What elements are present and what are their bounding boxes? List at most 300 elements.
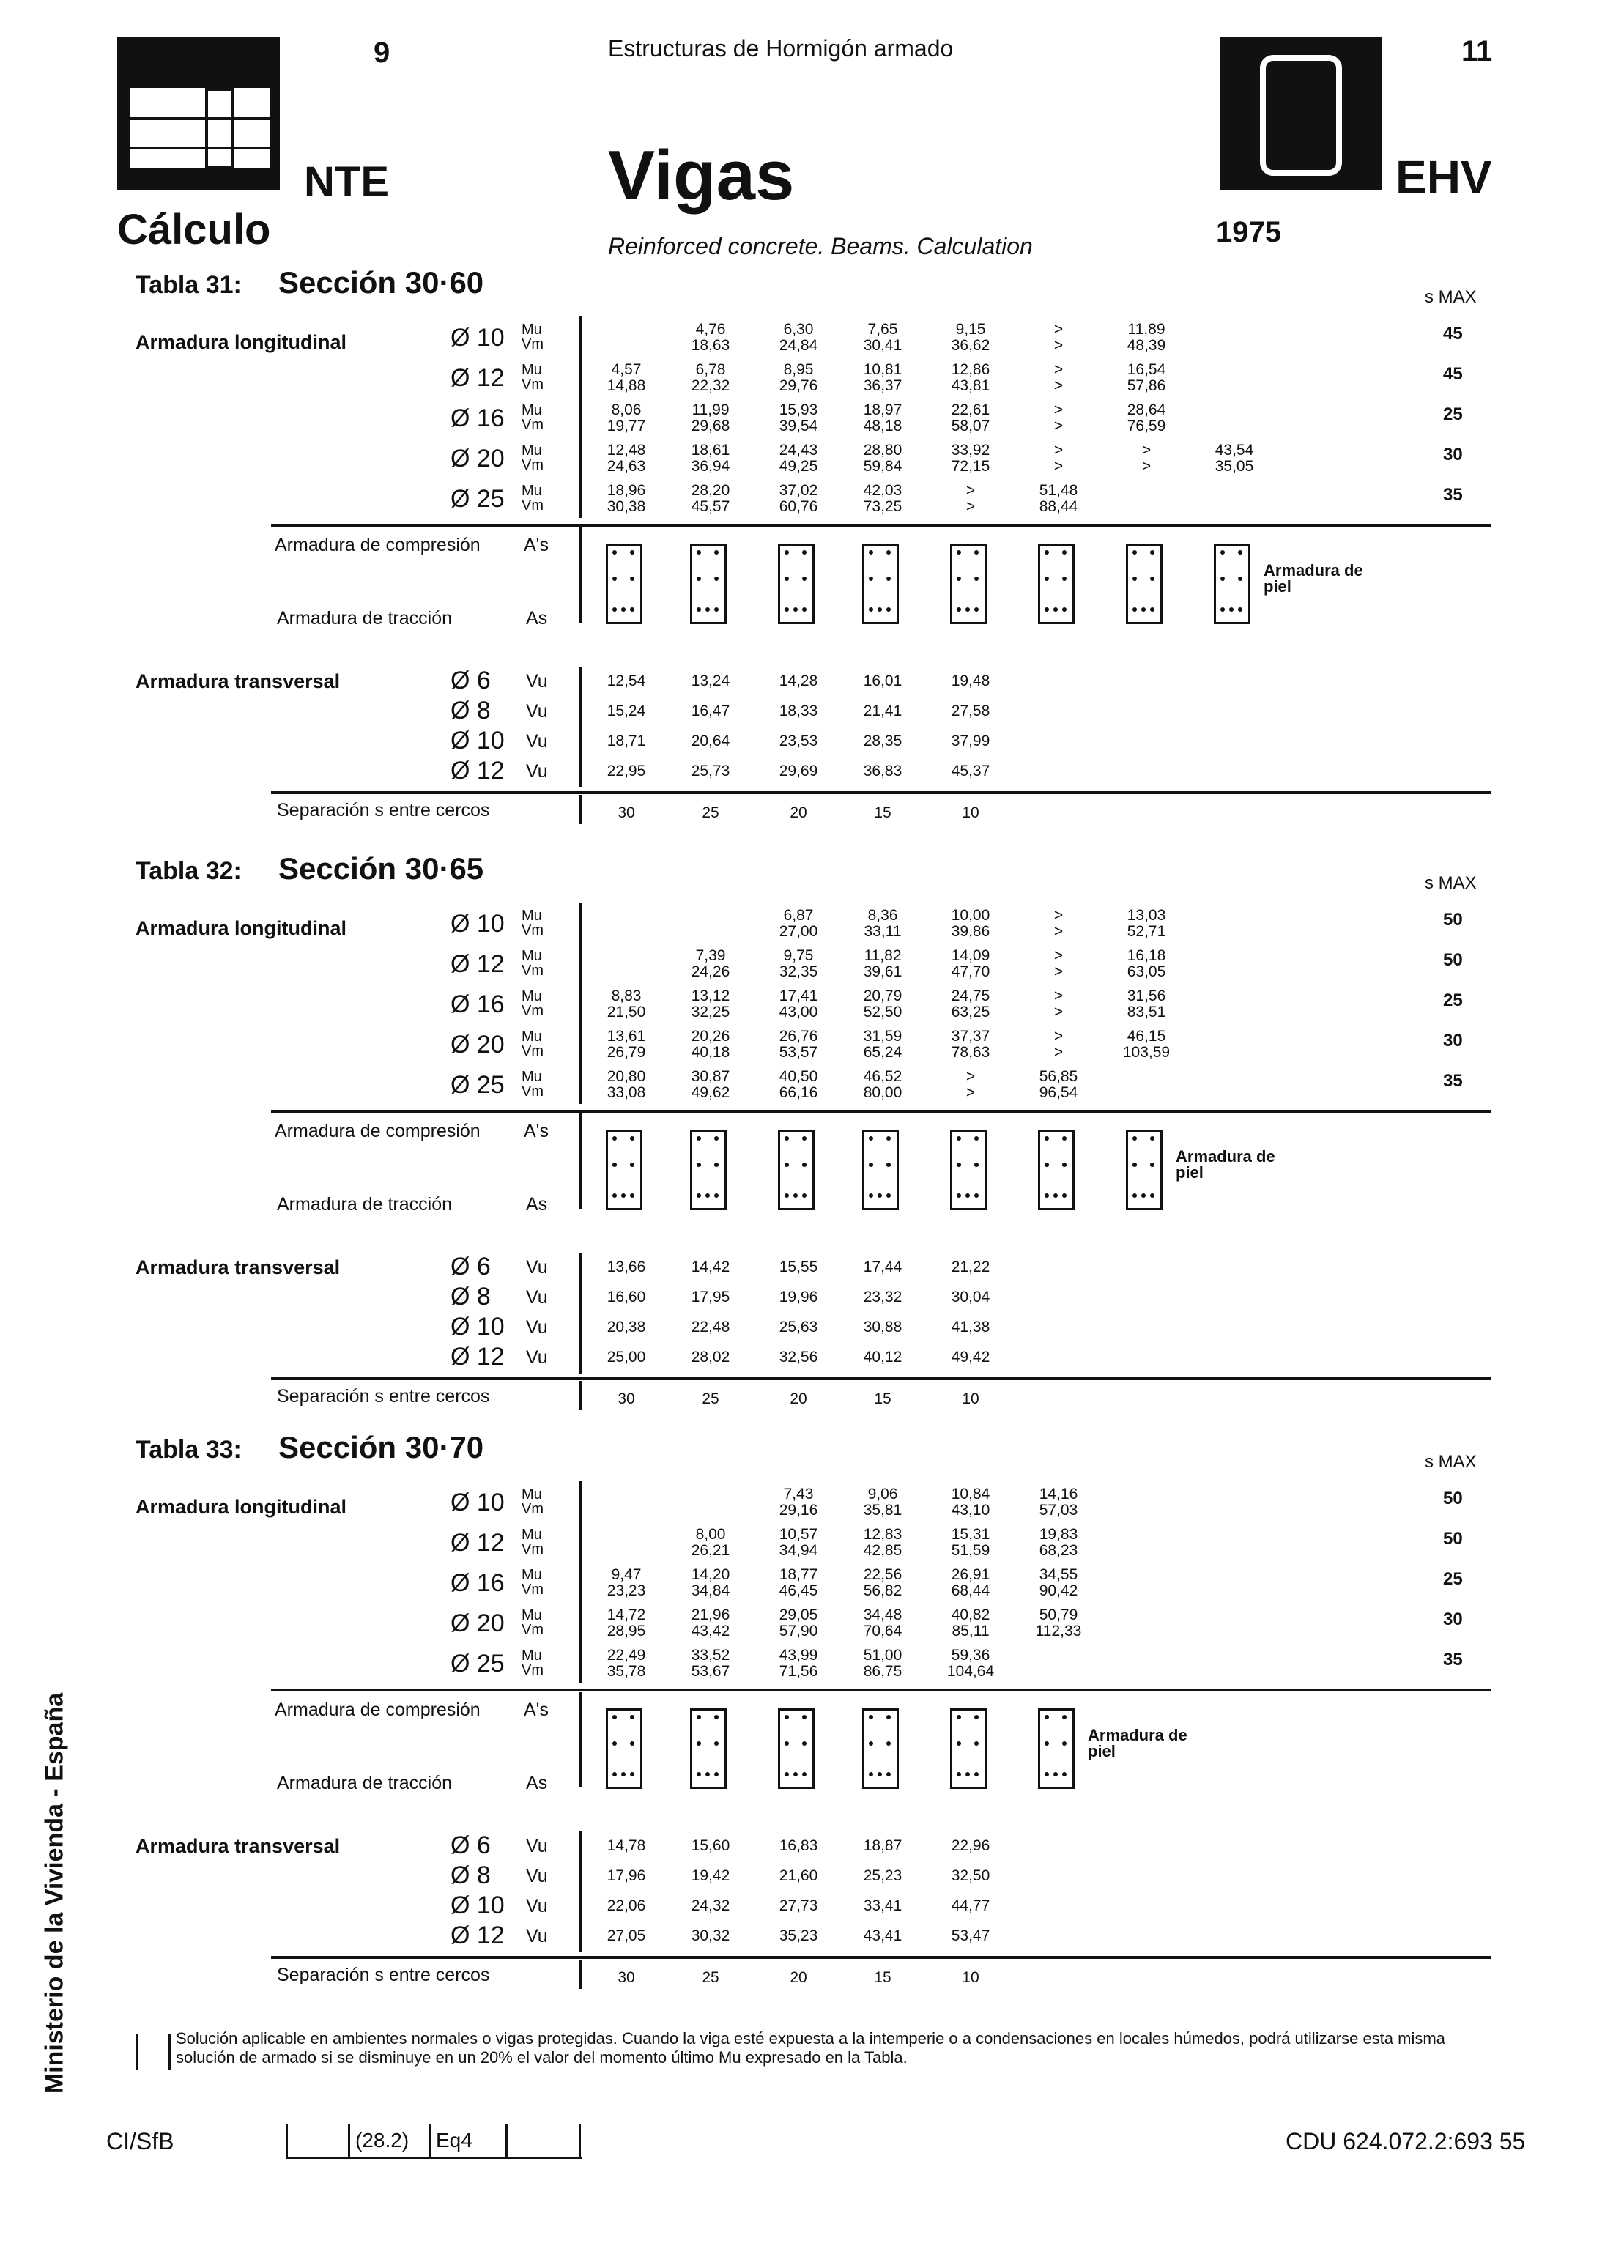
vm-value: 56,82 [863,1582,902,1599]
vm-value: 35,78 [607,1663,646,1680]
rebar-dot [630,577,634,581]
rebar-dot [1062,1136,1067,1141]
mu-label: Mu [522,442,542,459]
compression-label: Armadura de compresión [275,1121,481,1141]
skin-reinforcement-label: Armadura de piel [1176,1147,1275,1182]
rebar-dot [802,1715,807,1719]
vu-value: 13,66 [607,1259,646,1275]
rebar-dot [1045,1136,1049,1141]
smax-value: 30 [1443,1031,1463,1050]
vu-value: 22,96 [951,1837,990,1854]
rebar-dot [1238,550,1242,555]
mu-value: 12,86 [951,361,990,378]
rebar-dot [697,1741,701,1746]
mu-value: 12,48 [607,442,646,459]
vm-label: Vm [522,1622,544,1638]
rebar-dot [869,1741,873,1746]
vm-value: 36,62 [951,337,990,354]
phi-label: Ø 8 [451,1861,491,1889]
mu-value: 30,87 [691,1068,730,1085]
table-divider [579,1831,582,1952]
table-section: Sección 30·70 [278,1430,484,1464]
vm-value: 43,81 [951,377,990,394]
phi-label: Ø 10 [451,1489,505,1516]
class-code-1: (28.2) [355,2129,409,2152]
rebar-dot [1062,550,1067,555]
mu-value: 10,00 [951,907,990,924]
beam-section-diagram [690,544,727,624]
mu-value: 7,43 [783,1486,814,1502]
vm-value: 103,59 [1122,1044,1171,1061]
phi-label: Ø 16 [451,1569,505,1597]
vm-value: 53,57 [779,1044,818,1061]
section-rule [271,524,1491,527]
rebar-dot [630,550,634,555]
mu-value: 40,82 [951,1606,990,1623]
spacing-value: 15 [874,1969,891,1986]
phi-label: Ø 10 [451,324,505,352]
rebar-dot [1220,577,1225,581]
page-number-left: 9 [374,37,390,69]
vm-value: 33,08 [607,1084,646,1101]
phi-label: Ø 12 [451,1922,505,1949]
vm-value: > [1053,337,1064,354]
rebar-dot [785,607,789,612]
vu-value: 37,99 [951,733,990,749]
smax-value: 35 [1443,1071,1463,1091]
mu-value: 8,36 [867,907,898,924]
rebar-dot [612,607,617,612]
spacing-value: 25 [702,1969,719,1986]
mu-label: Mu [522,1567,542,1583]
mu-value: 51,48 [1039,482,1078,499]
section-rule [271,1956,1491,1959]
vm-value: 24,26 [691,963,730,980]
phi-label: Ø 10 [451,727,505,755]
vm-value: 85,11 [952,1623,990,1639]
rebar-dot [1045,607,1049,612]
vu-value: 25,00 [607,1349,646,1365]
calc-label: Cálculo [117,206,271,253]
rebar-dot [612,1163,617,1167]
mu-value: 13,61 [607,1028,646,1045]
mu-value: > [1053,947,1064,964]
traction-label: Armadura de tracción [277,608,453,629]
table-section: Sección 30·65 [278,851,484,886]
vm-label: Vm [522,1083,544,1100]
rebar-dot [612,1715,617,1719]
rebar-dot [697,1193,701,1198]
vu-value: 22,48 [691,1319,730,1335]
spacing-value: 30 [618,1969,635,1986]
mu-value: 8,06 [611,401,642,418]
vm-value: 51,59 [951,1542,990,1559]
vm-value: 36,94 [691,458,730,475]
rebar-dot [630,1163,634,1167]
spacing-label: Separación s entre cercos [277,800,490,820]
vm-label: Vm [522,417,544,433]
beam-section-diagram [950,1708,987,1789]
phi-label: Ø 20 [451,1609,505,1637]
phi-label: Ø 12 [451,1343,505,1371]
rebar-dot [1062,1715,1067,1719]
vm-label: Vm [522,1541,544,1557]
vm-value: 42,85 [863,1542,902,1559]
vu-value: 19,42 [691,1867,730,1884]
vu-value: 15,60 [691,1837,730,1854]
mu-value: 22,49 [607,1647,646,1664]
vu-value: 23,32 [863,1289,902,1305]
mu-value: > [1053,907,1064,924]
rebar-dot [1132,1163,1137,1167]
mu-value: 10,84 [951,1486,990,1502]
phi-label: Ø 6 [451,667,491,694]
rebar-dot [869,1772,873,1776]
vu-label: Vu [526,1287,548,1308]
traction-symbol: As [526,1194,548,1215]
spacing-label: Separación s entre cercos [277,1965,490,1985]
phi-label: Ø 20 [451,445,505,472]
rebar-dot [1220,607,1225,612]
mu-label: Mu [522,1029,542,1045]
rebar-dot [714,607,719,612]
vu-value: 28,02 [691,1349,730,1365]
table-divider [579,1481,582,1683]
long-reinforcement-label: Armadura longitudinal [136,1496,347,1518]
skin-reinforcement-label: Armadura de piel [1088,1726,1187,1760]
ehv-code: EHV [1395,151,1492,204]
rebar-dot [974,550,979,555]
mu-label: Mu [522,483,542,499]
vm-value: 86,75 [863,1663,902,1680]
mu-value: 19,83 [1039,1526,1078,1543]
ministry-side-text: Ministerio de la Vivienda - España [40,1692,69,2094]
vm-value: 53,67 [691,1663,730,1680]
smax-value: 50 [1443,1489,1463,1508]
vu-value: 32,56 [779,1349,818,1365]
rebar-dot [1150,1163,1154,1167]
vm-label: Vm [522,963,544,979]
mu-label: Mu [522,988,542,1004]
rebar-dot [1045,1772,1049,1776]
rebar-dot [886,1163,891,1167]
mu-value: 46,52 [863,1068,902,1085]
mu-value: 24,75 [951,987,990,1004]
mu-value: 21,96 [691,1606,730,1623]
vm-value: 57,90 [779,1623,818,1639]
table-divider [579,1381,582,1410]
beam-section-logo [1220,37,1382,190]
vu-value: 22,06 [607,1897,646,1914]
rebar-dot [965,1772,970,1776]
traction-label: Armadura de tracción [277,1773,453,1793]
rebar-dot [705,1193,710,1198]
table-divider [579,795,582,824]
phi-label: Ø 10 [451,1891,505,1919]
mu-value: 22,56 [863,1566,902,1583]
vm-value: > [1053,377,1064,394]
vm-value: 78,63 [951,1044,990,1061]
beam-section-diagram [778,1708,815,1789]
vm-value: 30,38 [607,498,646,515]
year: 1975 [1216,216,1281,248]
vu-value: 16,83 [779,1837,818,1854]
vm-value: 14,88 [607,377,646,394]
beam-section-diagram [862,1708,899,1789]
vu-value: 19,96 [779,1289,818,1305]
vu-value: 20,64 [691,733,730,749]
rebar-dot [714,577,719,581]
vu-value: 22,95 [607,763,646,779]
vm-value: > [965,498,976,515]
rebar-dot [1045,550,1049,555]
vm-label: Vm [522,1003,544,1019]
mu-label: Mu [522,908,542,924]
vm-value: 29,16 [779,1502,818,1519]
spacing-value: 20 [790,1390,807,1407]
beam-section-diagram [1214,544,1250,624]
rebar-dot [697,1772,701,1776]
beam-section-diagram [950,544,987,624]
mu-value: 31,56 [1127,987,1166,1004]
rebar-dot [1053,1772,1058,1776]
mu-value: 8,95 [783,361,814,378]
vu-value: 14,42 [691,1259,730,1275]
vu-value: 25,73 [691,763,730,779]
vu-label: Vu [526,1317,548,1338]
vm-value: 80,00 [863,1084,902,1101]
beam-section-diagram [950,1130,987,1210]
vu-value: 21,41 [863,703,902,719]
table-title: Tabla 31: [136,271,242,299]
vm-value: 39,86 [951,923,990,940]
rebar-dot [1045,1163,1049,1167]
vm-value: 22,32 [691,377,730,394]
vu-value: 18,33 [779,703,818,719]
vu-value: 16,60 [607,1289,646,1305]
rebar-dot [612,1772,617,1776]
beam-section-diagram [862,1130,899,1210]
mu-value: 56,85 [1039,1068,1078,1085]
compression-symbol: A's [524,1121,549,1141]
mu-value: 17,41 [779,987,818,1004]
mu-value: > [1053,361,1064,378]
rebar-dot [869,1136,873,1141]
compression-label: Armadura de compresión [275,1700,481,1720]
vm-value: 29,68 [691,418,730,434]
rebar-dot [886,1772,891,1776]
vm-value: 35,05 [1215,458,1254,475]
vu-value: 18,87 [863,1837,902,1854]
subtitle-english: Reinforced concrete. Beams. Calculation [608,233,1033,259]
compression-label: Armadura de compresión [275,535,481,555]
rebar-dot [869,1715,873,1719]
rebar-dot [714,1193,719,1198]
beam-section-diagram [778,544,815,624]
vm-label: Vm [522,497,544,514]
long-reinforcement-label: Armadura longitudinal [136,917,347,939]
vm-value: > [1053,1004,1064,1020]
rebar-dot [630,1715,634,1719]
vm-value: 63,05 [1127,963,1166,980]
mu-value: 4,57 [611,361,642,378]
vu-value: 21,60 [779,1867,818,1884]
smax-value: 50 [1443,1529,1463,1549]
rebar-dot [886,1715,891,1719]
vm-value: 19,77 [607,418,646,434]
mu-value: 14,20 [691,1566,730,1583]
smax-value: 30 [1443,1609,1463,1629]
vu-label: Vu [526,701,548,722]
vu-value: 17,44 [863,1259,902,1275]
vu-value: 41,38 [951,1319,990,1335]
mu-value: 31,59 [863,1028,902,1045]
rebar-dot [965,607,970,612]
mu-value: 40,50 [779,1068,818,1085]
rebar-dot [1150,607,1154,612]
vu-value: 30,04 [951,1289,990,1305]
transverse-label: Armadura transversal [136,670,341,692]
rebar-dot [886,607,891,612]
rebar-dot [802,607,807,612]
mu-value: 24,43 [779,442,818,459]
vu-value: 15,24 [607,703,646,719]
vm-value: 32,25 [691,1004,730,1020]
rebar-dot [1132,1136,1137,1141]
vu-value: 53,47 [951,1927,990,1944]
spacing-value: 10 [962,1969,979,1986]
phi-label: Ø 8 [451,1283,491,1311]
vm-value: 60,76 [779,498,818,515]
page-title: Vigas [608,136,795,215]
vm-value: 57,03 [1039,1502,1078,1519]
rebar-dot [697,607,701,612]
mu-value: 16,18 [1127,947,1166,964]
rebar-dot [878,607,882,612]
vu-label: Vu [526,1926,548,1946]
section-rule [271,791,1491,794]
mu-value: 8,00 [695,1526,726,1543]
rebar-dot [697,1715,701,1719]
vu-value: 49,42 [951,1349,990,1365]
vm-value: 72,15 [951,458,990,475]
class-code-2: Eq4 [436,2129,472,2152]
mu-value: 22,61 [951,401,990,418]
vm-value: > [1053,418,1064,434]
vu-value: 40,12 [863,1349,902,1365]
rebar-dot [1045,1193,1049,1198]
rebar-dot [957,577,961,581]
rebar-dot [965,1193,970,1198]
rebar-dot [1132,1193,1137,1198]
beam-section-diagram [690,1708,727,1789]
vu-value: 16,47 [691,703,730,719]
rebar-dot [1150,1136,1154,1141]
vm-label: Vm [522,1662,544,1678]
mu-value: 9,06 [867,1486,898,1502]
vu-value: 43,41 [863,1927,902,1944]
mu-label: Mu [522,948,542,964]
beam-section-diagram [606,1708,642,1789]
rebar-dot [793,1193,798,1198]
classification-box [286,2124,582,2159]
rebar-dot [785,1741,789,1746]
smax-label: s MAX [1425,873,1477,893]
beam-section-diagram [778,1130,815,1210]
rebar-dot [869,1163,873,1167]
rebar-dot [974,1163,979,1167]
rebar-dot [957,607,961,612]
vu-label: Vu [526,1896,548,1916]
rebar-dot [1141,607,1146,612]
vm-value: > [1053,458,1064,475]
rebar-dot [1062,1772,1067,1776]
rebar-dot [1045,1715,1049,1719]
rebar-dot [714,1741,719,1746]
mu-label: Mu [522,1486,542,1502]
spacing-label: Separación s entre cercos [277,1386,490,1407]
vm-label: Vm [522,377,544,393]
vu-value: 14,28 [779,672,818,689]
rebar-dot [886,1193,891,1198]
traction-label: Armadura de tracción [277,1194,453,1215]
rebar-dot [705,1772,710,1776]
mu-value: 9,75 [783,947,814,964]
transverse-label: Armadura transversal [136,1256,341,1278]
skin-reinforcement-label: Armadura de piel [1264,561,1363,596]
long-reinforcement-label: Armadura longitudinal [136,331,347,353]
vm-value: 47,70 [951,963,990,980]
mu-value: 10,81 [863,361,902,378]
beam-section-diagram [1038,1130,1075,1210]
mu-value: 18,96 [607,482,646,499]
vu-value: 16,01 [863,672,902,689]
mu-value: 46,15 [1127,1028,1166,1045]
rebar-dot [1045,1741,1049,1746]
vm-label: Vm [522,457,544,473]
nte-label: NTE [304,158,389,206]
mu-value: 14,16 [1039,1486,1078,1502]
mu-value: 42,03 [863,482,902,499]
mu-value: 8,83 [611,987,642,1004]
vm-value: 43,10 [951,1502,990,1519]
table-divider [579,667,582,788]
mu-value: > [1053,442,1064,459]
rebar-dot [697,1163,701,1167]
cdu-code: CDU 624.072.2:693 55 [1286,2128,1526,2154]
spacing-value: 15 [874,1390,891,1407]
table-divider [579,1960,582,1989]
vu-value: 27,73 [779,1897,818,1914]
rebar-dot [630,1741,634,1746]
vu-value: 13,24 [691,672,730,689]
rebar-dot [612,1193,617,1198]
compression-symbol: A's [524,1700,549,1720]
smax-value: 25 [1443,990,1463,1010]
mu-value: 16,54 [1127,361,1166,378]
phi-label: Ø 10 [451,1313,505,1341]
mu-value: 20,26 [691,1028,730,1045]
vm-value: 48,39 [1127,337,1166,354]
mu-value: 37,02 [779,482,818,499]
mu-value: 11,89 [1127,321,1165,338]
rebar-dot [869,550,873,555]
mu-value: 28,64 [1127,401,1166,418]
smax-value: 50 [1443,950,1463,970]
mu-value: 26,91 [951,1566,990,1583]
rebar-dot [1238,607,1242,612]
mu-value: 33,92 [951,442,990,459]
